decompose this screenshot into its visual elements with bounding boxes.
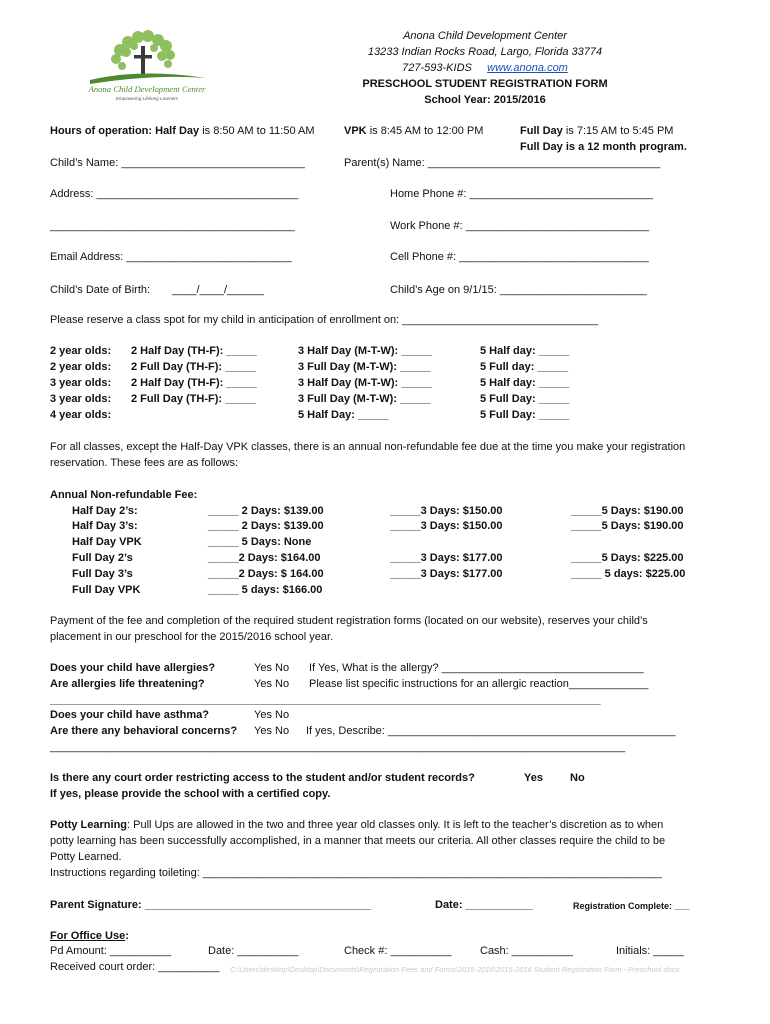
half-day-label: Half Day <box>155 125 200 137</box>
office-date-field[interactable]: Date: __________ <box>208 945 299 957</box>
class-option[interactable]: 5 Full Day: _____ <box>480 393 570 405</box>
registration-complete-field[interactable]: Registration Complete: ___ <box>573 901 690 911</box>
email-field[interactable]: Email Address: ___________________________ <box>50 251 292 263</box>
potty-line <box>50 818 663 832</box>
payment-line: Payment of the fee and completion of the required student registration forms (located on our website), reserves your child’s <box>50 615 648 627</box>
class-option[interactable]: 5 Half day: _____ <box>480 345 570 357</box>
full-day-note: Full Day is a 12 month program. <box>520 141 687 153</box>
age-field[interactable]: Child’s Age on 9/1/15: ________________________ <box>390 284 647 296</box>
class-option[interactable]: 5 Half Day: _____ <box>298 409 389 421</box>
parents-name-field[interactable]: Parent(s) Name: ______________________________________ <box>344 157 661 169</box>
logo-org-name: Anona Child Development Center <box>88 84 206 94</box>
logo-tagline: Empowering Lifelong Learners <box>115 96 179 101</box>
office-initials-field[interactable]: Initials: _____ <box>616 945 684 957</box>
office-use-title <box>50 929 129 943</box>
hours-vpk <box>344 124 483 138</box>
cell-phone-field[interactable]: Cell Phone #: _______________________________ <box>390 251 649 263</box>
ground-swoosh <box>90 73 206 84</box>
website-link[interactable]: www.anona.com <box>487 62 568 74</box>
fee-label: Half Day 3’s: <box>72 520 138 532</box>
office-cash-field[interactable]: Cash: __________ <box>480 945 573 957</box>
class-option[interactable]: 3 Full Day (M-T-W): _____ <box>298 393 431 405</box>
fee-intro-line: reservation. These fees are as follows: <box>50 457 239 469</box>
address-field[interactable]: Address: _________________________________ <box>50 188 299 200</box>
behavior-detail-field[interactable]: If yes, Describe: _______________________________________________ <box>306 725 676 737</box>
office-court-order-field[interactable]: Received court order: __________ <box>50 961 220 973</box>
header-address: 13233 Indian Rocks Road, Largo, Florida 33774 <box>367 46 603 58</box>
allergy-blank-line[interactable]: __________________________________________________________________________________________ <box>50 694 601 706</box>
fee-option[interactable]: _____ 5 days: $166.00 <box>208 584 323 596</box>
class-option[interactable]: 3 Half Day (M-T-W): _____ <box>298 377 432 389</box>
behavior-blank-line[interactable]: ______________________________________________________________________________________________ <box>50 741 626 753</box>
potty-line: Potty Learned. <box>50 851 122 863</box>
behavior-yes-no[interactable]: Yes No <box>254 725 290 737</box>
dob-label: Child’s Date of Birth: <box>50 284 151 296</box>
fees-title: Annual Non-refundable Fee: <box>50 489 198 501</box>
age-label: 2 year olds: <box>50 345 112 357</box>
full-day-time: is 7:15 AM to 5:45 PM <box>565 125 674 137</box>
asthma-yes-no[interactable]: Yes No <box>254 709 290 721</box>
fee-option[interactable]: _____3 Days: $177.00 <box>390 552 503 564</box>
allergy-instructions-field[interactable]: Please list specific instructions for an allergic reaction_____________ <box>309 678 649 690</box>
header-phone: 727-593-KIDS <box>402 62 472 74</box>
header-org: Anona Child Development Center <box>403 30 567 42</box>
class-option[interactable]: 5 Full day: _____ <box>480 361 569 373</box>
fee-option[interactable]: _____3 Days: $150.00 <box>390 520 503 532</box>
home-phone-field[interactable]: Home Phone #: ______________________________ <box>390 188 654 200</box>
class-option[interactable]: 2 Half Day (TH-F): _____ <box>131 377 257 389</box>
fee-label: Full Day VPK <box>72 584 141 596</box>
fee-label: Full Day 3’s <box>72 568 133 580</box>
threat-question: Are allergies life threatening? <box>50 678 205 690</box>
fee-option[interactable]: _____2 Days: $ 164.00 <box>208 568 324 580</box>
court-no-option[interactable]: No <box>570 772 585 784</box>
fee-label: Half Day VPK <box>72 536 142 548</box>
hours-label: Hours of operation: <box>50 125 153 137</box>
signature-date-field[interactable]: Date: ___________ <box>435 899 533 911</box>
childs-name-field[interactable]: Child’s Name: ______________________________ <box>50 157 305 169</box>
fee-label: Full Day 2’s <box>72 552 133 564</box>
threat-yes-no[interactable]: Yes No <box>254 678 290 690</box>
office-pd-amount-field[interactable]: Pd Amount: __________ <box>50 945 172 957</box>
age-label: 3 year olds: <box>50 393 112 405</box>
fee-option[interactable]: _____ 5 days: $225.00 <box>571 568 686 580</box>
fee-option[interactable]: _____5 Days: $190.00 <box>571 520 684 532</box>
office-use-label: For Office Use <box>50 930 126 942</box>
dob-field[interactable]: ____/____/______ <box>172 284 264 296</box>
vpk-label: VPK <box>344 125 367 137</box>
behavior-question: Are there any behavioral concerns? <box>50 725 238 737</box>
age-label: 2 year olds: <box>50 361 112 373</box>
allergies-yes-no[interactable]: Yes No <box>254 662 290 674</box>
fee-option[interactable]: _____3 Days: $150.00 <box>390 505 503 517</box>
full-day-label: Full Day <box>520 125 563 137</box>
reserve-enrollment-field[interactable]: Please reserve a class spot for my child in anticipation of enrollment on: ________________________________ <box>50 314 598 326</box>
school-year: School Year: 2015/2016 <box>424 94 546 106</box>
header-contact <box>330 61 640 75</box>
office-use-colon: : <box>125 930 129 942</box>
half-day-time: is 8:50 AM to 11:50 AM <box>202 125 315 137</box>
fee-intro-line: For all classes, except the Half-Day VPK classes, there is an annual non-refundable fee due at the time you make your registration <box>50 441 686 453</box>
hours-half-day <box>50 124 315 138</box>
payment-line: placement in our preschool for the 2015/2016 school year. <box>50 631 334 643</box>
fee-option[interactable]: _____ 2 Days: $139.00 <box>208 505 324 517</box>
allergy-detail-field[interactable]: If Yes, What is the allergy? _________________________________ <box>309 662 644 674</box>
court-order-instruction: If yes, please provide the school with a certified copy. <box>50 788 331 800</box>
fee-option[interactable]: _____3 Days: $177.00 <box>390 568 503 580</box>
asthma-question: Does your child have asthma? <box>50 709 209 721</box>
court-yes-option[interactable]: Yes <box>524 772 543 784</box>
cross-icon <box>134 46 152 78</box>
file-path-footer: C:\Users\desktop\Desktop\Documents\Registration Fees and Forms\2015-2016\2015-2016 Student Registration Form - Preschool.docx <box>230 965 680 974</box>
allergies-question: Does your child have allergies? <box>50 662 216 674</box>
fee-option[interactable]: _____5 Days: $190.00 <box>571 505 684 517</box>
parent-signature-field[interactable]: Parent Signature: _____________________________________ <box>50 899 372 911</box>
class-option[interactable]: 3 Full Day (M-T-W): _____ <box>298 361 431 373</box>
potty-text: : Pull Ups are allowed in the two and three year old classes only. It is left to the teacher’s discretion as to when <box>127 819 664 831</box>
toileting-instructions-field[interactable]: Instructions regarding toileting: ___________________________________________________________________________ <box>50 867 662 879</box>
fee-option[interactable]: _____ 5 Days: None <box>208 536 312 548</box>
potty-label: Potty Learning <box>50 819 128 831</box>
fee-option[interactable]: _____5 Days: $225.00 <box>571 552 684 564</box>
form-title: PRESCHOOL STUDENT REGISTRATION FORM <box>362 78 608 90</box>
age-label: 4 year olds: <box>50 409 112 421</box>
work-phone-field[interactable]: Work Phone #: ______________________________ <box>390 220 650 232</box>
vpk-time: is 8:45 AM to 12:00 PM <box>369 125 484 137</box>
class-option[interactable]: 3 Half Day (M-T-W): _____ <box>298 345 432 357</box>
center-logo <box>82 28 212 106</box>
class-option[interactable]: 2 Full Day (TH-F): _____ <box>131 361 256 373</box>
address-line2-field[interactable]: ________________________________________ <box>50 220 295 232</box>
class-option[interactable]: 2 Half Day (TH-F): _____ <box>131 345 257 357</box>
fee-label: Half Day 2’s: <box>72 505 138 517</box>
office-check-field[interactable]: Check #: __________ <box>344 945 452 957</box>
fee-option[interactable]: _____ 2 Days: $139.00 <box>208 520 324 532</box>
potty-line: potty learning has been successfully accomplished, in a manner that meets our criteria. All other classes require the child to be <box>50 835 666 847</box>
age-label: 3 year olds: <box>50 377 112 389</box>
hours-full-day <box>520 124 673 138</box>
class-option[interactable]: 5 Half day: _____ <box>480 377 570 389</box>
class-option[interactable]: 2 Full Day (TH-F): _____ <box>131 393 256 405</box>
fee-option[interactable]: _____2 Days: $164.00 <box>208 552 321 564</box>
court-order-question: Is there any court order restricting access to the student and/or student records? <box>50 772 475 784</box>
class-option[interactable]: 5 Full Day: _____ <box>480 409 570 421</box>
